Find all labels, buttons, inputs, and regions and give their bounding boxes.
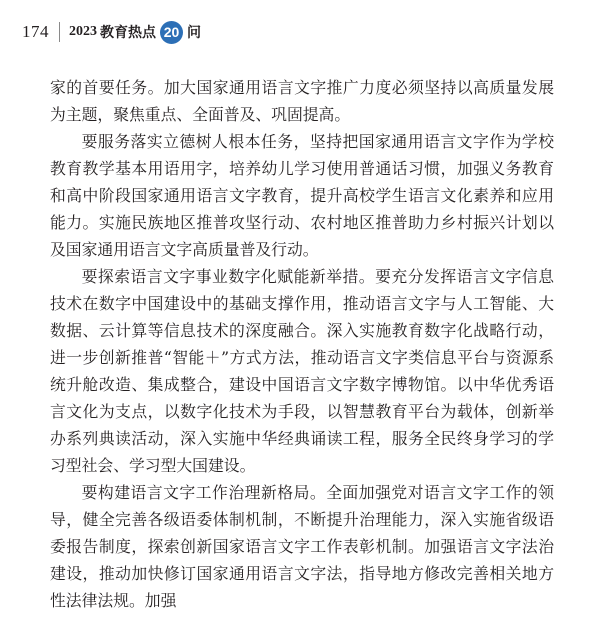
page-body [50,74,554,614]
paragraph-governance: 要构建语言文字工作治理新格局。全面加强党对语言文字工作的领导，健全完善各级语委体制机制，不断提升治理能力，深入实施省级语委报告制度，探索创新国家语言文字工作表彰机制。加强语言文字法治建设，推动加快修订国家通用语言文字法，指导地方修改完善相关地方性法律法规。加强 [50,483,554,610]
series-suffix: 问 [187,25,201,41]
series-title: 教育热点 [100,25,156,41]
paragraph-digitalization: 要探索语言文字事业数字化赋能新举措。要充分发挥语言文字信息技术在数字中国建设中的基础支撑作用，推动语言文字与人工智能、大数据、云计算等信息技术的深度融合。深入实施教育数字化战略行动，进一步创新推普“智能＋”方式方法，推动语言文字类信息平台与资源系统升舱改造、集成整合，建设中国语言文字数字博物馆。以中华优秀语言文化为支点，以数字化技术为手段，以智慧教育平台为载体，创新举办系列典读活动，深入实施中华经典诵读工程，服务全民终身学习的学习型社会、学习型大国建设。 [50,267,554,475]
paragraph-moral-education: 要服务落实立德树人根本任务，坚持把国家通用语言文字作为学校教育教学基本用语用字，培养幼儿学习使用普通话习惯，加强义务教育和高中阶段国家通用语言文字教育，提升高校学生语言文化素养和应用能力。实施民族地区推普攻坚行动、农村地区推普助力乡村振兴计划以及国家通用语言文字高质量普及行动。 [50,132,554,259]
paragraph-continued: 家的首要任务。加大国家通用语言文字推广力度必须坚持以高质量发展为主题，聚焦重点、全面普及、巩固提高。 [50,78,554,124]
page-number: 174 [22,22,49,41]
running-header [22,14,201,50]
series-number-badge: 20 [160,21,183,44]
header-divider [59,22,60,42]
series-year: 2023 [69,24,97,39]
